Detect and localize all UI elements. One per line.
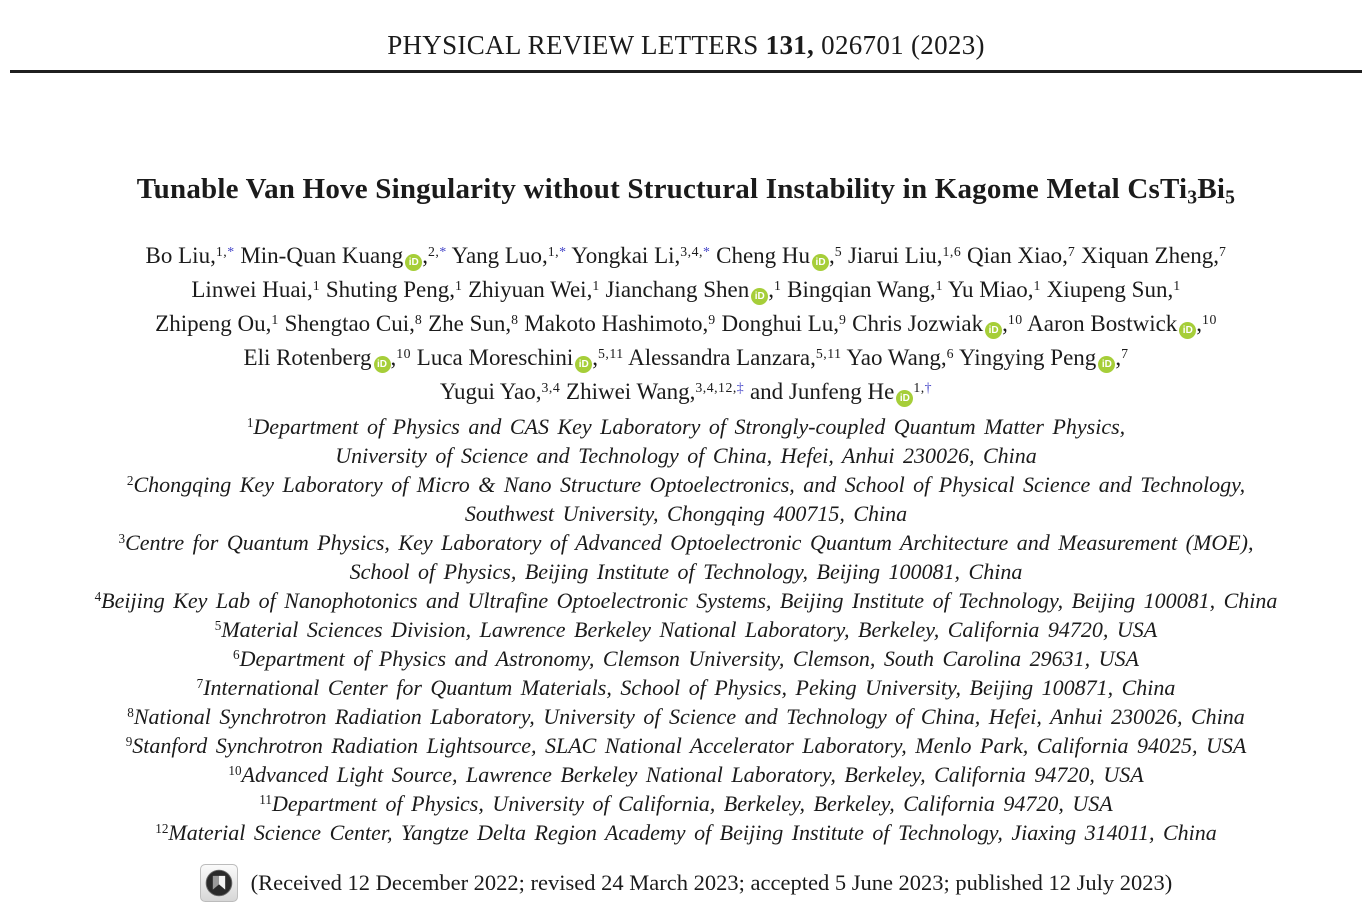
affiliation-superscript: 11 [259,792,272,808]
article-title: Tunable Van Hove Singularity without Structural Instability in Kagome Metal $CsTi_3Bi_5$ [136,173,1236,209]
author-name: Alessandra Lanzara,$^{5,11}$ [628,345,842,370]
journal-volume: 131, [765,30,815,60]
author-superscript: 3,4,12,‡ [695,379,745,395]
affiliation-superscript: 4 [94,589,102,605]
affiliation-superscript: 3 [118,531,126,547]
author-superscript: 8 [511,311,519,327]
journal-article-info: 026701 (2023) [821,30,985,60]
orcid-icon[interactable]: iD [405,254,422,271]
author-name: Zhipeng Ou,$^1$ [155,311,279,336]
affiliation-line: $^5$Material Sciences Division, Lawrence Berkeley National Laboratory, Berkeley, California 94720, USA [214,617,1158,642]
affiliation-line: School of Physics, Beijing Institute of Technology, Beijing 100081, China [349,559,1023,584]
affiliation-superscript: 12 [155,821,169,837]
orcid-icon[interactable]: iD [896,390,913,407]
author-line [0,375,1372,409]
author-name: Yu Miao,$^1$ [947,277,1041,302]
affiliation-block [0,412,1372,847]
orcid-icon[interactable]: iD [374,356,391,373]
orcid-icon[interactable]: iD [751,288,768,305]
affiliation-superscript: 1 [246,415,254,431]
author-superscript: 3,4,* [680,243,711,259]
author-name: Yingying Peng iD ,$^7$ [959,345,1129,370]
affiliation-superscript: 8 [127,705,134,721]
author-superscript: 7 [1121,345,1129,361]
author-superscript: 5 [834,243,843,259]
author-name: Bo Liu,$^{1,*}$ [145,243,235,268]
affiliation-superscript: 10 [228,763,242,779]
affiliation-line: $^3$Centre for Quantum Physics, Key Laboratory of Advanced Optoelectronic Quantum Architecture and Measurement (MOE), [118,530,1254,555]
crossmark-icon[interactable] [200,864,238,902]
orcid-icon[interactable]: iD [1179,322,1196,339]
author-name: Eli Rotenberg iD ,$^{10}$ [244,345,412,370]
orcid-icon[interactable]: iD [812,254,829,271]
author-superscript: 1 [454,277,463,293]
author-name: Donghui Lu,$^9$ [721,311,847,336]
author-name: Aaron Bostwick iD ,$^{10}$ [1027,311,1217,336]
author-superscript: 10 [1007,311,1023,327]
author-name: and Junfeng He $iD^{1,\dagger}$ [750,379,932,404]
author-superscript: 1 [1033,277,1041,293]
author-superscript: 5,11 [598,345,624,361]
author-superscript: 10 [396,345,412,361]
author-superscript: 1,6 [942,243,962,259]
author-name: Xiquan Zheng,$^7$ [1081,243,1227,268]
affiliation-superscript: 9 [125,734,133,750]
affiliation-line: Southwest University, Chongqing 400715, China [464,501,908,526]
journal-header [0,0,1372,61]
orcid-icon[interactable]: iD [1098,356,1115,373]
author-name: Chris Jozwiak iD ,$^{10}$ [852,311,1023,336]
author-superscript: 1,* [547,243,567,259]
author-name: Yugui Yao,$^{3,4}$ [439,379,561,404]
author-name: Shengtao Cui,$^8$ [284,311,423,336]
author-superscript: 5,11 [815,345,842,361]
author-name: Jianchang Shen iD ,$^1$ [605,277,781,302]
author-superscript: 1 [935,277,944,293]
author-superscript: 9 [708,311,716,327]
affiliation-line: $^{10}$Advanced Light Source, Lawrence Berkeley National Laboratory, Berkeley, California 94720, USA [228,762,1144,787]
affiliation-line: $^9$Stanford Synchrotron Radiation Lightsource, SLAC National Accelerator Laboratory, Menlo Park, California 94025, USA [125,733,1247,758]
author-name: Min-Quan Kuang iD ,$^{2,*}$ [240,243,446,268]
affiliation-line: $^{11}$Department of Physics, University of California, Berkeley, Berkeley, California 94720, USA [259,791,1113,816]
author-name: Yao Wang,$^6$ [846,345,955,370]
affiliation-superscript: 5 [214,618,222,634]
author-superscript: 2,* [427,243,447,259]
author-name: Luca Moreschini iD ,$^{5,11}$ [417,345,624,370]
author-line [0,239,1372,273]
author-superscript: 6 [946,345,955,361]
author-superscript: 1 [773,277,782,293]
title-subscript: 3 [1187,186,1198,209]
received-row [0,864,1372,902]
author-block [0,239,1372,409]
author-superscript: 7 [1219,243,1227,259]
journal-name: PHYSICAL REVIEW LETTERS [387,30,759,60]
author-superscript: 1,† [913,379,933,395]
author-name: Cheng Hu iD ,$^5$ [716,243,842,268]
affiliation-line: $^{12}$Material Science Center, Yangtze Delta Region Academy of Beijing Institute of Technology, Jiaxing 314011, China [155,820,1217,845]
affiliation-line: $^2$Chongqing Key Laboratory of Micro & Nano Structure Optoelectronics, and School of Physical Science and Technology, [126,472,1246,497]
author-name: Yongkai Li,$^{3,4,*}$ [571,243,711,268]
affiliation-line: University of Science and Technology of China, Hefei, Anhui 230026, China [335,443,1037,468]
affiliation-line: $^7$International Center for Quantum Materials, School of Physics, Peking University, Beijing 100871, China [196,675,1176,700]
author-line [0,341,1372,375]
author-superscript: 8 [414,311,423,327]
author-name: Zhe Sun,$^8$ [428,311,519,336]
author-superscript: 10 [1202,311,1217,327]
author-superscript: 1 [271,311,279,327]
author-line [0,307,1372,341]
affiliation-superscript: 7 [196,676,204,692]
author-name: Makoto Hashimoto,$^9$ [524,311,716,336]
received-text: (Received 12 December 2022; revised 24 March 2023; accepted 5 June 2023; published 12 July 2023) [250,870,1173,895]
author-name: Shuting Peng,$^1$ [325,277,463,302]
orcid-icon[interactable]: iD [575,356,592,373]
author-name: Bingqian Wang,$^1$ [787,277,944,302]
author-name: Jiarui Liu,$^{1,6}$ [847,243,962,268]
author-superscript: 1 [312,277,321,293]
orcid-icon[interactable]: iD [985,322,1002,339]
affiliation-line: $^6$Department of Physics and Astronomy, Clemson University, Clemson, South Carolina 29631, USA [233,646,1139,671]
author-superscript: 3,4 [541,379,561,395]
author-name: Xiupeng Sun,$^1$ [1046,277,1181,302]
author-superscript: 1 [1173,277,1181,293]
author-name: Zhiwei Wang,$^{3,4,12,\ddagger}$ [566,379,745,404]
author-line [0,273,1372,307]
author-name: Qian Xiao,$^7$ [967,243,1076,268]
author-superscript: 1,* [215,243,235,259]
author-name: Linwei Huai,$^1$ [191,277,321,302]
header-rule [10,70,1362,73]
author-name: Yang Luo,$^{1,*}$ [451,243,567,268]
author-superscript: 1 [592,277,600,293]
author-superscript: 7 [1067,243,1076,259]
title-subscript: 5 [1225,186,1236,209]
affiliation-line: $^8$National Synchrotron Radiation Laboratory, University of Science and Technology of China, Hefei, Anhui 230026, China [127,704,1245,729]
affiliation-line: $^1$Department of Physics and CAS Key Laboratory of Strongly-coupled Quantum Matter Physics, [246,414,1126,439]
author-superscript: 9 [839,311,847,327]
affiliation-superscript: 6 [233,647,240,663]
affiliation-line: $^4$Beijing Key Lab of Nanophotonics and Ultrafine Optoelectronic Systems, Beijing Institute of Technology, Beijing 100081, China [94,588,1278,613]
affiliation-superscript: 2 [126,473,134,489]
author-name: Zhiyuan Wei,$^1$ [468,277,600,302]
